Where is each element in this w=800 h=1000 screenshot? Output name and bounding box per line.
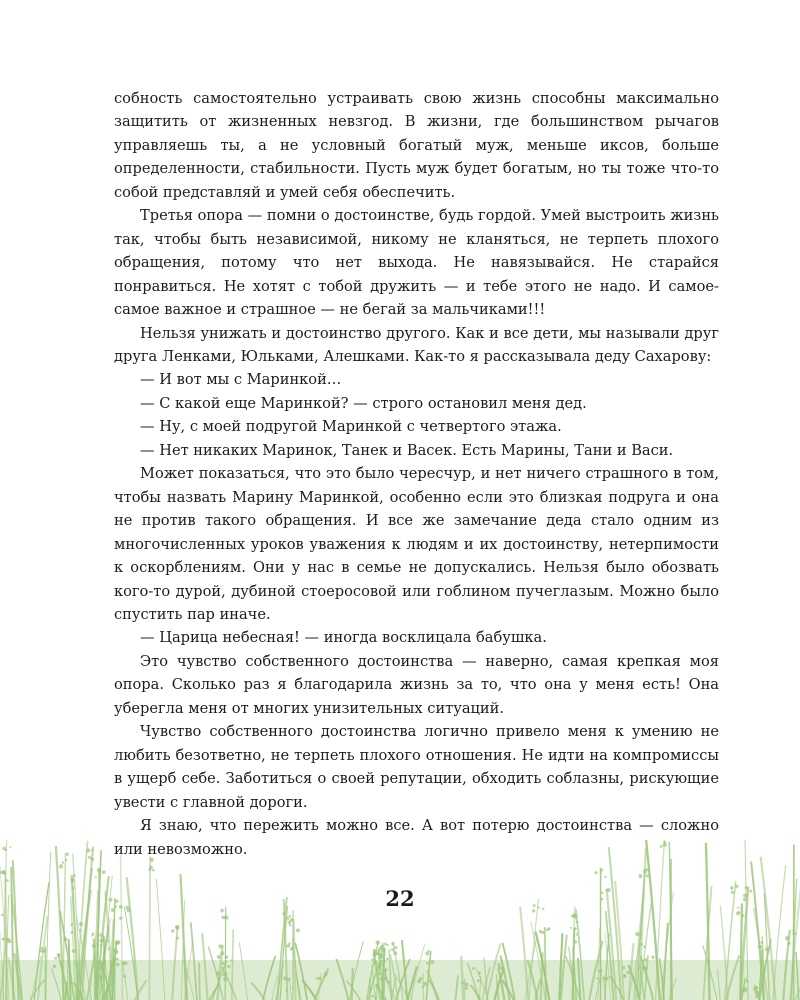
grass-seed [375, 997, 378, 1000]
grass-seed [386, 958, 389, 961]
grass-seed [53, 965, 56, 968]
grass-seed [116, 963, 119, 966]
grass-seed [286, 917, 289, 920]
grass-seed [393, 951, 397, 955]
grass-seed [745, 979, 748, 982]
grass-seed [431, 960, 435, 964]
grass-seed [101, 961, 105, 965]
grass-seed [497, 963, 500, 966]
grass-seed [541, 931, 544, 934]
grass-seed [100, 978, 103, 981]
grass-seed [384, 968, 387, 971]
grass-seed [115, 941, 119, 945]
grass-seed [576, 921, 579, 924]
grass-seed [571, 915, 574, 918]
grass-seed [755, 995, 759, 999]
grass-seed [231, 959, 234, 962]
grass-seed [291, 946, 294, 949]
grass-seed [220, 951, 224, 955]
grass-seed [742, 989, 746, 993]
grass-blade [225, 907, 226, 1000]
grass-seed [66, 853, 69, 856]
page-number: 22 [385, 886, 415, 911]
dialogue-line: — Ну, с моей подругой Маринкой с четвертого этажа. [140, 418, 562, 436]
grass-seed [472, 967, 475, 970]
grass-seed [384, 976, 388, 980]
grass-seed [391, 948, 394, 951]
grass-seed [102, 976, 104, 978]
dialogue-line: — С какой еще Маринкой? — строго остановил меня дед. [140, 394, 587, 412]
grass-seed [598, 970, 601, 973]
grass-seed [463, 981, 465, 983]
paragraph: Третья опора — помни о достоинстве, будь гордой. Умей выстроить жизнь так, чтобы быть независимой, никому не кланяться, не терпеть плохого обращения, потому что нет выхода. Не навязывайся. Не старайся понравиться. Не хотят с тобой дружить — и тебе этого не надо. И самое-самое важное и страшное — не бегай за мальчиками!!! [114, 207, 719, 319]
grass-seed [570, 927, 572, 929]
dialogue-line: — Царица небесная! — иногда восклицала бабушка. [140, 629, 547, 647]
grass-blade [545, 927, 546, 1000]
grass-seed [114, 950, 118, 954]
grass-seed [595, 871, 598, 874]
grass-seed [377, 957, 379, 959]
grass-seed [386, 944, 388, 946]
grass-seed [371, 995, 374, 998]
grass-seed [736, 911, 740, 915]
grass-seed [123, 975, 126, 978]
grass-seed [373, 949, 377, 953]
grass-seed [465, 983, 469, 987]
grass-seed [373, 960, 377, 964]
paragraph: Чувство собственного достоинства логично привело меня к умению не любить безответно, не терпеть плохого отношения. Не идти на компромиссы в ущерб себе. Заботиться о своей репутации, обходить соблазны, рискующие увести с главной дороги. [114, 723, 719, 811]
grass-seed [380, 955, 384, 959]
grass-seed [419, 977, 422, 980]
grass-seed [760, 941, 763, 944]
grass-seed [394, 946, 397, 949]
grass-seed [426, 962, 429, 965]
grass-seed [576, 933, 578, 935]
grass-seed [574, 940, 577, 943]
grass-seed [100, 975, 102, 977]
grass-seed [152, 869, 155, 872]
page-body-text [114, 87, 719, 861]
grass-decoration [0, 840, 800, 1000]
grass-seed [376, 940, 380, 944]
grass-seed [296, 928, 300, 932]
grass-seed [9, 846, 11, 848]
grass-seed [71, 931, 74, 934]
grass-seed [478, 971, 481, 974]
grass-seed [224, 915, 228, 919]
grass-blade [199, 963, 200, 1000]
grass-seed [643, 945, 646, 948]
grass-seed [623, 975, 627, 979]
grass-seed [289, 915, 292, 918]
grass-seed [372, 953, 375, 956]
grass-seed [477, 979, 480, 982]
grass-seed [425, 952, 429, 956]
grass-seed [423, 982, 427, 986]
grass-seed [95, 876, 97, 878]
grass-seed [626, 971, 630, 975]
grass-seed [96, 975, 99, 978]
grass-seed [318, 977, 322, 981]
grass-seed [787, 942, 790, 945]
grass-seed [547, 927, 550, 930]
grass-seed [91, 934, 93, 936]
grass-seed [660, 845, 663, 848]
grass-seed [742, 914, 745, 917]
grass-seed [65, 859, 67, 861]
grass-seed [98, 876, 100, 878]
grass-seed [59, 962, 62, 965]
grass-seed [391, 942, 394, 945]
grass-seed [54, 957, 57, 960]
grass-seed [651, 956, 654, 959]
grass-seed [382, 959, 386, 963]
grass-seed [148, 869, 151, 872]
grass-seed [663, 843, 667, 847]
grass-seed [124, 961, 128, 965]
grass-seed [68, 951, 70, 953]
grass-seed [421, 986, 423, 988]
paragraph: Я знаю, что пережить можно все. А вот потерю достоинства — сложно или невозможно. [114, 817, 719, 858]
grass-seed [217, 955, 221, 959]
grass-seed [316, 978, 318, 980]
grass-seed [171, 929, 174, 932]
grass-seed [642, 966, 646, 970]
grass-seed [62, 861, 64, 863]
grass-seed [6, 879, 9, 882]
grass-seed [222, 962, 225, 965]
grass-seed [465, 987, 468, 990]
grass-seed [371, 958, 374, 961]
paragraph: собность самостоятельно устраивать свою жизнь способны максимально защитить от жизненных невзгод. В жизни, где большинством рычагов управляешь ты, а не условный богатый муж, меньше иксов, больше определенности, стабильности. Пусть муж будет богатым, но ты тоже что-то собой представляй и умей себя обеспечить. [114, 90, 719, 201]
grass-seed [384, 943, 387, 946]
grass-seed [70, 923, 73, 926]
dialogue-line: — Нет никаких Маринок, Танек и Васек. Есть Марины, Тани и Васи. [140, 441, 674, 459]
grass-seed [119, 917, 122, 920]
grass-seed [646, 874, 649, 877]
grass-seed [755, 991, 759, 995]
grass-blade [149, 857, 150, 1000]
grass-seed [287, 944, 291, 948]
grass-seed [289, 924, 292, 927]
grass-seed [219, 944, 223, 948]
grass-seed [102, 870, 106, 874]
grass-seed [91, 849, 94, 852]
grass-seed [753, 987, 757, 991]
grass-seed [287, 921, 291, 925]
grass-seed [175, 926, 179, 930]
grass-seed [379, 946, 382, 949]
grass-seed [176, 936, 179, 939]
grass-seed [117, 958, 119, 960]
grass-seed [228, 965, 231, 968]
grass-seed [57, 953, 61, 957]
grass-seed [596, 977, 598, 979]
grass-seed [622, 966, 625, 969]
grass-seed [5, 849, 7, 851]
grass-seed [497, 966, 501, 970]
grass-seed [59, 864, 63, 868]
grass-seed [600, 871, 602, 873]
grass-seed [71, 878, 73, 880]
grass-seed [644, 958, 647, 961]
paragraph: Нельзя унижать и достоинство другого. Как и все дети, мы называли друг друга Ленками, Юльками, Алешками. Как-то я рассказывала деду Сахарову: [114, 324, 719, 365]
grass-seed [375, 984, 378, 987]
grass-seed [638, 874, 642, 878]
grass-seed [370, 988, 372, 990]
grass-seed [2, 870, 5, 873]
grass-seed [574, 927, 577, 930]
grass-seed [88, 856, 91, 859]
grass-seed [604, 876, 606, 878]
grass-seed [221, 916, 224, 919]
grass-seed [149, 858, 153, 862]
grass-seed [601, 869, 603, 871]
dialogue-line: — И вот мы с Маринкой… [140, 371, 342, 389]
grass-seed [2, 938, 5, 941]
grass-seed [573, 915, 577, 919]
paragraph: Это чувство собственного достоинства — наверно, самая крепкая моя опора. Сколько раз я благодарила жизнь за то, что она у меня есть! Она уберегла меня от многих унизительных ситуаций. [114, 652, 719, 717]
grass-seed [91, 857, 94, 860]
grass-seed [97, 868, 101, 872]
grass-seed [785, 936, 789, 940]
paragraph: Может показаться, что это было чересчур, и нет ничего страшного в том, чтобы назвать Марину Маринкой, особенно если это близкая подруга и она не против такого обращения. И все же замечание деда стало одним из многочисленных уроков уважения к людям и их достоинству, нетерпимости к оскорблениям. Они у нас в семье не допускались. Нельзя было обозвать кого-то дурой, дубиной стоеросовой или гоблином пучеглазым. Можно было спустить пар иначе. [114, 465, 719, 623]
